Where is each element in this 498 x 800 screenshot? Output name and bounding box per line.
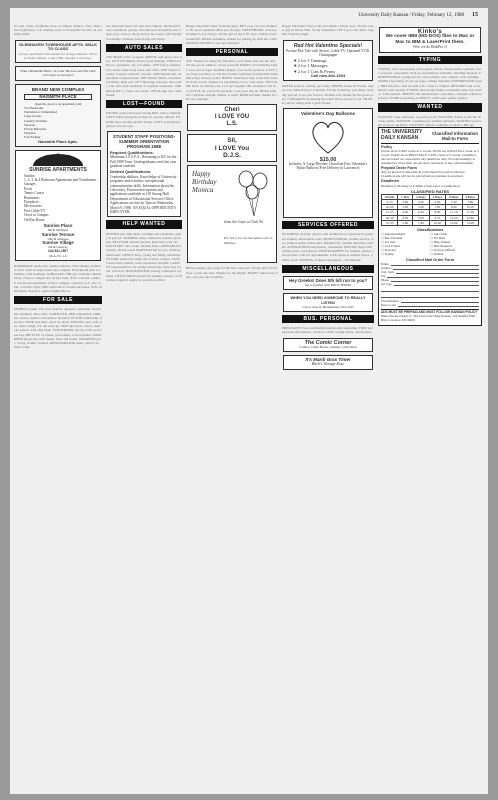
list-item: ♥ 2 for 1 Massages bbox=[294, 63, 328, 69]
student-staff-ad bbox=[107, 131, 181, 217]
table-cell: 7.20 bbox=[446, 200, 462, 205]
body-text: TUTORING in math, physics and chemistry by experienced graduate student. Reasonable rates. PROFESSIONAL resume service, laser printed, quick turnaround. HAIRCUTS, student discounts with ID. ALTERATIONS and sewing, reasonable. MOVING help with pickup truck, local moves. PHOTOGRAPHY for formals, parties and portraits. Call for appointment. CAR repair at student prices, quality work. EDITING of theses and papers, call anytime. bbox=[282, 232, 374, 262]
classification-option[interactable]: ☐ Services Offered bbox=[430, 248, 456, 253]
cheri-line: L.S. bbox=[226, 121, 238, 128]
body-text: two bedroom house for rent near campus, hardwood floors, basement, garage. Pets allowed. Available now. Large yard, close to shops and on bus route. Call landlord evenings. Utilities paid except electricity. bbox=[106, 24, 182, 41]
table-cell: 13.00 bbox=[446, 220, 462, 225]
classifications-heading: Classifications bbox=[416, 228, 444, 233]
sil-line: I LOVE You bbox=[214, 144, 250, 152]
body-text: A.B. Thanks for being my Valentine. Let's make this one the best. TO my secret admirer, reveal yourself! HAPPY 21st birthday Jenny, now you're legal. KAPPA pledges, you are the greatest. LOVE you, hope you know it. TO my favorite Jayhawk, be mine this Valentine's Day. Always yours. HAPPY Valentine's Day to the best friends in the world. Thanks for everything. Love, your sister. WELCOME back, we missed you. Let's get together this weekend. Call me. LITTLE sis, you're the greatest. Love your big sis. DEAR John, let's celebrate tonight. Dinner at eight. MOM and Dad, thanks for the care package. bbox=[186, 59, 278, 102]
section-heading-for-sale: FOR SALE bbox=[14, 296, 102, 304]
birthday-line: Birthday bbox=[192, 178, 217, 187]
table-cell: 12.20 bbox=[446, 215, 462, 220]
form-field[interactable]: City, State bbox=[381, 270, 479, 274]
table-cell: 21-25 bbox=[382, 210, 398, 215]
classifications-list bbox=[381, 232, 479, 256]
required-quals-text: Minimum 3.0 G.P.A., Returning to KU for the Fall 1988 Term. Undergraduates and first year graduate students bbox=[110, 155, 177, 169]
balloons-includes: Includes: X-Large Hershey Chocolate Kiss Valentine's Mylar Balloon (Free Delivery in Lawrence) bbox=[288, 162, 368, 171]
balloons-title: Valentine's Day Balloons bbox=[300, 111, 356, 117]
form-field[interactable]: Classification bbox=[381, 299, 479, 303]
heart-icon: ♥ bbox=[294, 68, 298, 74]
balloons-price: $15.00 bbox=[319, 156, 337, 163]
table-header-cell: 3 Days bbox=[429, 194, 445, 199]
body-text: PREGNANT? Free confidential testing and counseling. FREE spring break information, call now. LOSE weight safely, ask me how. bbox=[282, 326, 374, 335]
birthday-line: Happy bbox=[192, 170, 211, 179]
kansan-title: THE UNIVERSITY DAILY KANSAN bbox=[381, 129, 423, 141]
naismith-ad bbox=[15, 84, 101, 147]
section-heading-wanted: WANTED bbox=[378, 103, 482, 111]
form-field[interactable]: Ad copy bbox=[381, 282, 479, 286]
list-item: Microwaves bbox=[24, 204, 42, 209]
kinkos-sub: (Yes, we do DeskPro 1) bbox=[412, 45, 448, 50]
desired-quals-heading: Desired Qualifications: bbox=[110, 170, 152, 175]
column-2 bbox=[106, 24, 182, 792]
body-text: 1981 Honda Civic, 4-speed, AM/FM, runs great, new tires. 1979 VW Rabbit, diesel, good mileage. 1984 Ford Escort, automatic, air, low miles. 1978 Chevy Camaro, V-8, needs some body work, best offer. 1983 Toyota Corolla, 5-speed, sunroof, cassette. 1980 Datsun 210, dependable transportation. 1985 Nissan Sentra, excellent condition, must sell. 1977 Mustang, restored, new paint. Call after 5pm weekdays or anytime weekends. 1982 Mazda RX-7, clean, one owner. 1976 Dodge van, customized. bbox=[106, 55, 182, 97]
list-item: Laundry Facilities bbox=[24, 118, 48, 123]
table-cell: 10.20 bbox=[429, 220, 445, 225]
glenhaven-text: Luxury apartments discounted for spring semester. 2 blocks from campus. 1 and 2 BR, laundry. Call today. bbox=[18, 51, 98, 60]
form-field[interactable]: Days to run bbox=[381, 303, 479, 307]
list-item: Garages bbox=[24, 182, 36, 187]
mardi-gras-sub: Barb's Vintage Rose bbox=[311, 361, 345, 367]
classification-option[interactable]: ☐ Wanted bbox=[430, 252, 444, 257]
naismith-feature-list bbox=[18, 106, 98, 140]
body-text: NEEDED part-time help, evenings and weekends, apply in person. SUMMER camp counselors wanted, good pay. DELIVERY drivers needed, must have own car. WAITSTAFF and cooks, flexible hours. RESEARCH assistant, 20 hrs/week. BABYSITTER for two children, afternoons. OFFICE help, typing and filing, mornings. TUTORS needed for math and science courses. SALES associates wanted, retail experience helpful. CAMPUS representatives for spring break trips. Earn free travel. Call now. HOUSEKEEPER weekly, references required. LIFEGUARDS needed for summer season, certification required. Apply at recreation office. bbox=[106, 231, 182, 282]
kinkos-tagline: We cover IBM (MS-DOS) files to Mac or Mac to IBM & LaserPrint them. bbox=[385, 34, 475, 45]
policy-text: Words set in CAPS count as 2 words. Words set in Bold Face count as 3 words. Words set in BOLD FACE CAPS count as 5 words. Classified ads are based on consecutive day insertions only. No responsibility is assumed for more than one incorrect insertion of any advertisement. bbox=[381, 149, 479, 166]
list-item: 1, 2, 3, & 4 Bedroom Apartments and Townhomes bbox=[24, 178, 97, 183]
table-cell: 2.60 bbox=[398, 200, 413, 205]
cheri-line: Cheri bbox=[224, 107, 240, 114]
cheri-ad bbox=[187, 104, 277, 131]
valentine-phone: Call now 842-1004 bbox=[310, 73, 346, 79]
valentine-list bbox=[286, 58, 370, 74]
required-quals-heading: Required Qualifications: bbox=[110, 151, 154, 156]
header-title: University Daily Kansan / Friday, February 12, 1988 bbox=[358, 13, 464, 18]
sil-ad bbox=[187, 134, 277, 162]
glenhaven-ad bbox=[15, 40, 101, 64]
form-blank-line[interactable] bbox=[381, 287, 479, 292]
headquarters-sub: Call or drop by Headquarters. 841-2345 bbox=[302, 304, 354, 309]
section-heading-bus-personal: BUS. PERSONAL bbox=[282, 315, 374, 323]
naismith-logo: NAISMITH PLACE bbox=[24, 94, 92, 100]
greek-sub: Get it together with TRICK PHONE bbox=[304, 283, 352, 288]
table-cell: 0-15 bbox=[382, 200, 398, 205]
list-item: Spacious bbox=[24, 122, 36, 127]
sunrise-place-address: 9th & Michigan bbox=[47, 228, 69, 233]
prepaid-heading: Prepaid Order Form bbox=[381, 166, 417, 171]
table-header-cell: Words bbox=[382, 194, 398, 199]
table-header-cell: 4 Days bbox=[446, 194, 462, 199]
table-cell: 12.80 bbox=[462, 215, 478, 220]
brand-new-heading: BRAND NEW COMPLEX bbox=[31, 86, 85, 92]
valentine-sub: Private Hot Tub with Stereo, Cable TV, Optional VCR. Champagne bbox=[286, 48, 370, 58]
page-number: 15 bbox=[472, 12, 478, 18]
deadlines-heading: Deadlines bbox=[381, 179, 399, 184]
sunrise-village: Sunrise Village bbox=[42, 239, 74, 245]
list-item: Studios bbox=[24, 173, 35, 178]
sunrise-title: SUNRISE APARTMENTS bbox=[29, 167, 87, 174]
table-cell: 6.00 bbox=[429, 200, 445, 205]
list-item: Pools bbox=[24, 186, 32, 191]
table-cell: 9.70 bbox=[429, 215, 445, 220]
list-item: Fireplace bbox=[24, 131, 36, 136]
kinkos-logo: Kinko's bbox=[417, 29, 443, 35]
heart-icon: ♥ bbox=[294, 57, 298, 63]
glenhaven-title: GLENHAVEN TOWNHOUSE APTS. WALK TO CLASS bbox=[19, 41, 97, 52]
section-heading-personal: PERSONAL bbox=[186, 48, 278, 56]
table-cell: 7.60 bbox=[429, 205, 445, 210]
section-heading-services-offered: SERVICES OFFERED bbox=[282, 221, 374, 229]
classification-option[interactable]: ☐ Bus. Personal bbox=[381, 236, 403, 241]
section-heading-lost-found: LOST—FOUND bbox=[106, 100, 182, 108]
list-item: Two Bedrooms bbox=[24, 106, 44, 111]
table-cell: 26-30 bbox=[382, 215, 398, 220]
column-3 bbox=[186, 24, 278, 792]
sunrise-terrace-address: 10th & Arkansas bbox=[47, 236, 69, 241]
classification-option[interactable]: ☐ Auto Sales bbox=[430, 232, 448, 237]
sunrise-terrace: Sunrise Terrace bbox=[41, 231, 75, 237]
valentine-specials-ad bbox=[283, 40, 373, 82]
kinkos-ad bbox=[379, 27, 481, 53]
table-cell: 3.20 bbox=[398, 205, 413, 210]
form-field[interactable]: Phone bbox=[381, 278, 479, 282]
list-item: Close to Campus bbox=[24, 213, 49, 218]
table-cell: 4.20 bbox=[413, 200, 429, 205]
body-text: WANTED: used textbooks, top prices paid. WANTED: tickets to the KU-K-State game. WANTED: roommate for summer sublease. WANTED: used bike in good condition. WANTED: female roommate to share 2 BR apt. bbox=[378, 114, 482, 128]
column-1 bbox=[14, 24, 102, 792]
rates-table bbox=[381, 194, 479, 226]
kansan-subtitle: Classified Information Mail-In Form bbox=[431, 130, 479, 141]
newspaper-page bbox=[10, 8, 488, 794]
table-header-cell: 1 Day bbox=[398, 194, 413, 199]
body-text: TYPING, word processing, term papers, theses, dissertations, resumes. Fast, accurate, reasonable. Pick up and delivery available. Spelling checked. PROFESSIONAL typing service, laser printer, near campus. Call evenings. WORD processing, $1.25 per page, editing included. EXPERIENCED typist, IBM Selectric, will do rush jobs. Close to campus. RESUMES and cover letters, laser quality. TYPING done in my home, reasonable rates, fast service. Call anytime. THESES and dissertations a specialty. Graduate school approved. WORD processing on IBM PC with letter quality printer. bbox=[378, 66, 482, 101]
section-heading-typing: TYPING bbox=[378, 56, 482, 64]
body-text: ROOMMATE needed for spring semester. Non-smoker preferred. Own room in large house near campus. $150/month plus 1/3 utilities. Call evenings. SUBLEASE 1 BR apt. available immediately, close to campus and on bus route. $275 a month. LARGE 2 bedroom apartment, walk to campus, carpeted, A/C, free cable. Call after 5pm. ONE bedroom in 3 bedroom house. W/D, dishwasher, fireplace. Quiet neighborhood. bbox=[14, 263, 102, 293]
body-text: STEREO system, 100 watt receiver, speakers, turntable. Excellent condition. Best offer. COMPUTER, IBM compatible, 640K, two drives, monitor and printer included. FUTON with frame, like new. DESK and chair, good for dorm. MOVING sale: sofa, bed, table, lamps, TV. All must go. SKIS and boots, size 9, used one season. Call after 6pm. TYPEWRITER electric with correction key. BICYCLE 12-speed, good shape, lock included. WATERBED queen size with heater, liner and frame. SPEAKERS pair, 3-way, walnut cabinets. REFRIGERATOR small, perfect for dorm room. bbox=[14, 307, 102, 350]
mail-form-fields bbox=[381, 262, 479, 307]
body-text: GREEK week is coming, get ready. SPRING break in Florida, sign up now, limited space available. TO my Valentine, you make every day special. Love you forever. SIGMA Chi, thanks for the great party. CONGRATS on making the team! We're proud of you. THANK you for being such a great friend. bbox=[282, 84, 374, 106]
table-cell: 6.40 bbox=[413, 210, 429, 215]
heart-icon: ♥ bbox=[294, 63, 298, 69]
body-text: BETA pledges, get ready for the best week yet. TO the girls of 3rd floor, you're the best. Thanks for the laughs. HAPPY anniversary babe, one year and counting. bbox=[186, 266, 278, 279]
classification-option[interactable]: ☐ Help Wanted bbox=[430, 240, 451, 245]
heart-balloon-icon bbox=[308, 117, 348, 157]
prepaid-text: Any ad placed on this mail-in form should be paid in advance. Classified ads will not be placed before payment is received. bbox=[381, 170, 466, 179]
classification-option[interactable]: ☐ Lost-Found bbox=[381, 244, 400, 249]
classification-option[interactable]: ☐ Personal bbox=[381, 248, 396, 253]
list-item: Fireplaces bbox=[24, 200, 39, 205]
form-field[interactable]: Name bbox=[381, 262, 479, 266]
mardi-gras-title: It's Mardi Gras Time! bbox=[305, 357, 351, 363]
body-text: for rent, 3 bdr, townhome close to campus. Walk to class. Full-sized appliances, CA, laundry, pool. Call anytime for info on available units. bbox=[14, 24, 102, 37]
birthday-from: from the Guys at Club 94. bbox=[224, 220, 264, 225]
valentine-title: Red Hot Valentine Specials! bbox=[293, 42, 363, 49]
mail-form-heading: Classified Mail Order Form bbox=[405, 258, 455, 263]
greek-ad bbox=[283, 276, 373, 290]
table-row bbox=[382, 220, 479, 225]
poem-text: What a Bridal Bet Bears, To Color You Love and The Little Cars Gave to everyone's bbox=[20, 69, 96, 78]
table-cell: 4.50 bbox=[398, 215, 413, 220]
list-item: ♥ 2 for 1 Tannings bbox=[294, 57, 327, 63]
list-item: Large Closets bbox=[24, 114, 42, 119]
comic-sub: Comics, Comic Books, Gaming, Collectibles bbox=[299, 344, 357, 349]
list-item: Private Balconies bbox=[24, 127, 47, 132]
table-cell: 11.10 bbox=[446, 210, 462, 215]
classification-option[interactable]: ☐ Typing bbox=[381, 252, 394, 257]
page-header bbox=[20, 12, 478, 22]
form-field[interactable]: Address bbox=[381, 266, 479, 270]
sunrise-hours: Mon.-Fri. 1-6 bbox=[49, 253, 67, 258]
section-heading-auto-sales: AUTO SALES bbox=[106, 44, 182, 52]
sunrise-ad bbox=[15, 150, 101, 261]
table-cell: 8.80 bbox=[429, 210, 445, 215]
column-4 bbox=[282, 24, 374, 792]
comic-corner-ad bbox=[283, 338, 373, 352]
classification-option[interactable]: ☐ Miscellaneous bbox=[430, 244, 453, 249]
cheri-line: I LOVE YOU bbox=[214, 114, 250, 121]
sunrise-logo-icon bbox=[28, 153, 88, 167]
mardi-gras-ad bbox=[283, 355, 373, 369]
kansan-header bbox=[381, 130, 479, 144]
body-text: FOUND: gold watch near Strong Hall. Call to identify. LOST: black backpack in Wescoe, reward offered. FOUND: keys on ring outside Union. LOST: prescription glasses, brown case. bbox=[106, 111, 182, 128]
greek-title: Hey Greeks! Does 5th bill run to you? bbox=[288, 278, 368, 284]
table-cell: 5.20 bbox=[413, 205, 429, 210]
table-cell: 5.00 bbox=[398, 220, 413, 225]
table-cell: 7.00 bbox=[413, 215, 429, 220]
classification-option[interactable]: ☐ For Sale bbox=[381, 240, 396, 245]
form-blank-line[interactable] bbox=[381, 293, 479, 298]
body-text: Happy Valentine's Day to my sweetheart. All my love. TO the cutest guy in Oliver Hall, be my Valentine? LET'S go to the dance together Saturday night. bbox=[282, 24, 374, 37]
list-item: Furnished or Unfurnished bbox=[24, 110, 57, 115]
naismith-sub: Open the doors to an apartment with bbox=[34, 101, 82, 106]
list-item: Basements bbox=[24, 195, 40, 200]
birthday-text-block bbox=[192, 170, 238, 194]
rates-heading: CLASSIFIED RATES bbox=[410, 188, 450, 194]
desired-quals-text: Leadership abilities, Knowledge of University programs and activities, interpersonal communication skills. Information about the University. Position descriptions and applications available in 118 Strong Hall. Departments of Educational Services Office. Applications are due by 5pm on Wednesday, March 9, 1988. AN EQUAL OPPORTUNITY EMPLOYER. bbox=[110, 174, 177, 214]
naismith-name: Naismith Place Apts. bbox=[38, 138, 78, 144]
list-item: ♥ 2 for 1 Cuts & Perms bbox=[294, 68, 336, 74]
balloons-ad bbox=[283, 108, 373, 218]
birthday-ad bbox=[187, 165, 277, 263]
table-cell: 7.40 bbox=[413, 220, 429, 225]
sunrise-village-address: 6th & Gateway bbox=[48, 245, 68, 250]
footer-mail: Make checks payable to: The University Daily Kansan, 119 Stauffer-Flint Hall, Lawrence, KS 66045 bbox=[381, 314, 476, 323]
table-header-cell: 2 Days bbox=[413, 194, 429, 199]
poem-ad bbox=[15, 66, 101, 80]
list-item: Free Cable TV bbox=[24, 208, 46, 213]
classification-option[interactable]: ☐ Announcements bbox=[381, 232, 406, 237]
section-heading-miscellaneous: MISCELLANEOUS bbox=[282, 265, 374, 273]
form-field[interactable]: Zip bbox=[381, 274, 479, 278]
form-footer bbox=[381, 309, 479, 322]
list-item: Tennis Courts bbox=[24, 191, 45, 196]
classified-form bbox=[378, 127, 482, 326]
table-cell: 16-20 bbox=[382, 205, 398, 210]
sil-line: D.J.S. bbox=[223, 152, 241, 160]
policy-heading: Policy bbox=[381, 145, 393, 150]
sil-line: Sil, bbox=[227, 137, 237, 145]
table-cell: 10.10 bbox=[462, 205, 478, 210]
table-cell: 4.00 bbox=[398, 210, 413, 215]
sunrise-place: Sunrise Place bbox=[43, 223, 73, 229]
footer-prepaid: ADS MUST BE PREPAID AND MUST FOLLOW KANSAN POLICY bbox=[381, 310, 478, 315]
headquarters-title: WHEN YOU NEED SOMEONE TO REALLY LISTEN bbox=[290, 296, 366, 305]
table-cell: 7.90 bbox=[462, 200, 478, 205]
sunrise-phone: Call 841-1807 bbox=[47, 249, 69, 254]
balloons-icon bbox=[236, 170, 272, 218]
section-heading-help-wanted: HELP WANTED bbox=[106, 220, 182, 228]
deadlines-text: Deadline is Monday at 4:30pm 2 days prior to publication. bbox=[381, 183, 461, 188]
table-header-cell: 5 Days bbox=[462, 194, 478, 199]
list-item: On Bus Route bbox=[24, 217, 45, 222]
sunrise-feature-list bbox=[18, 174, 98, 222]
column-5 bbox=[378, 24, 482, 792]
birthday-ps: P.S. Sorry for the late phone call on Monday. bbox=[224, 236, 273, 245]
table-cell: 11.50 bbox=[462, 210, 478, 215]
headquarters-ad bbox=[283, 293, 373, 312]
table-cell: 31-35 bbox=[382, 220, 398, 225]
student-staff-title: STUDENT STAFF POSITIONS-SUMMER ORIENTATION PROGRAM 1988 bbox=[112, 134, 176, 150]
body-text: Happy Valentine's Day, from the guys. HEY you, yes you, thanks for the great weekend. Miss you already. SWEETHEART, will you be mine? Love always. TO the girl in my 9:30 class, I think you're wonderful. DEAR roommate, thanks for putting up with me. CONGRATULATIONS to our new initiates! bbox=[186, 24, 278, 45]
comic-title: The Comic Corner bbox=[304, 339, 352, 346]
table-cell: 13.90 bbox=[462, 220, 478, 225]
birthday-line: Monica bbox=[192, 186, 214, 195]
table-cell: 9.40 bbox=[446, 205, 462, 210]
classification-option[interactable]: ☐ For Rent bbox=[430, 236, 445, 241]
list-item: Free Parking bbox=[24, 135, 41, 140]
